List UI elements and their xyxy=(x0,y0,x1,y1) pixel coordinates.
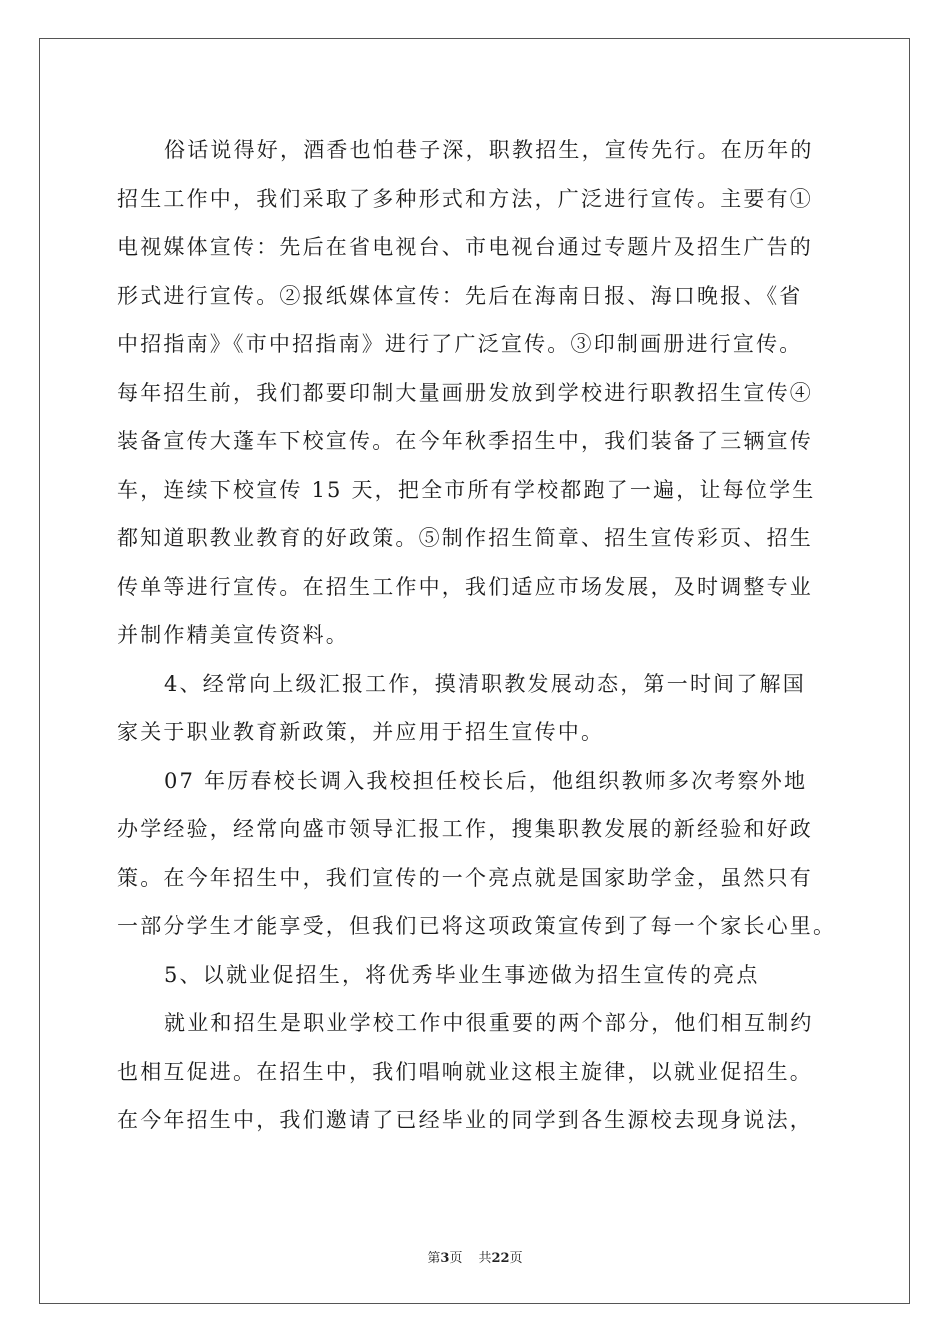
text-line: 都知道职教业教育的好政策。⑤制作招生简章、招生宣传彩页、招生 xyxy=(117,526,813,550)
page-footer xyxy=(0,1247,950,1266)
page-number: 3 xyxy=(440,1251,450,1266)
text-line: 招生工作中，我们采取了多种形式和方法，广泛进行宣传。主要有① xyxy=(117,186,813,211)
text-line: 中招指南》《市中招指南》进行了广泛宣传。③印制画册进行宣传。 xyxy=(117,332,803,356)
text-line: 每年招生前，我们都要印制大量画册发放到学校进行职教招生宣传④ xyxy=(117,380,813,405)
text-line: 策。在今年招生中，我们宣传的一个亮点就是国家助学金，虽然只有 xyxy=(117,865,813,890)
text-line: 装备宣传大蓬车下校宣传。在今年秋季招生中，我们装备了三辆宣传 xyxy=(117,429,813,453)
text-line: 电视媒体宣传：先后在省电视台、市电视台通过专题片及招生广告的 xyxy=(117,235,813,259)
text-line: 传单等进行宣传。在招生工作中，我们适应市场发展，及时调整专业 xyxy=(117,574,813,599)
total-prefix: 共 xyxy=(478,1251,492,1266)
text-line: 俗话说得好，酒香也怕巷子深，职教招生，宣传先行。在历年的 xyxy=(164,138,814,162)
total-suffix: 页 xyxy=(509,1251,523,1266)
text-line: 5、以就业促招生，将优秀毕业生事迹做为招生宣传的亮点 xyxy=(164,962,760,987)
text-line: 4、经常向上级汇报工作，摸清职教发展动态，第一时间了解国 xyxy=(164,671,806,696)
page-suffix: 页 xyxy=(449,1251,463,1266)
text-line: 车，连续下校宣传 15 天，把全市所有学校都跑了一遍，让每位学生 xyxy=(117,477,816,502)
text-line: 在今年招生中，我们邀请了已经毕业的同学到各生源校去现身说法， xyxy=(117,1108,813,1132)
total-pages: 22 xyxy=(491,1251,510,1266)
text-line: 07 年厉春校长调入我校担任校长后，他组织教师多次考察外地 xyxy=(164,768,808,793)
text-line: 家关于职业教育新政策，并应用于招生宣传中。 xyxy=(117,720,605,744)
text-line: 一部分学生才能享受，但我们已将这项政策宣传到了每一个家长心里。 xyxy=(117,914,837,938)
text-line: 也相互促进。在招生中，我们唱响就业这根主旋律，以就业促招生。 xyxy=(117,1059,813,1084)
text-line: 办学经验，经常向盛市领导汇报工作，搜集职教发展的新经验和好政 xyxy=(117,817,813,841)
text-line: 就业和招生是职业学校工作中很重要的两个部分，他们相互制约 xyxy=(164,1011,814,1035)
document-body xyxy=(117,126,849,1145)
page-prefix: 第 xyxy=(427,1251,441,1266)
text-line: 形式进行宣传。②报纸媒体宣传：先后在海南日报、海口晚报、《省 xyxy=(117,283,803,308)
text-line: 并制作精美宣传资料。 xyxy=(117,623,349,647)
